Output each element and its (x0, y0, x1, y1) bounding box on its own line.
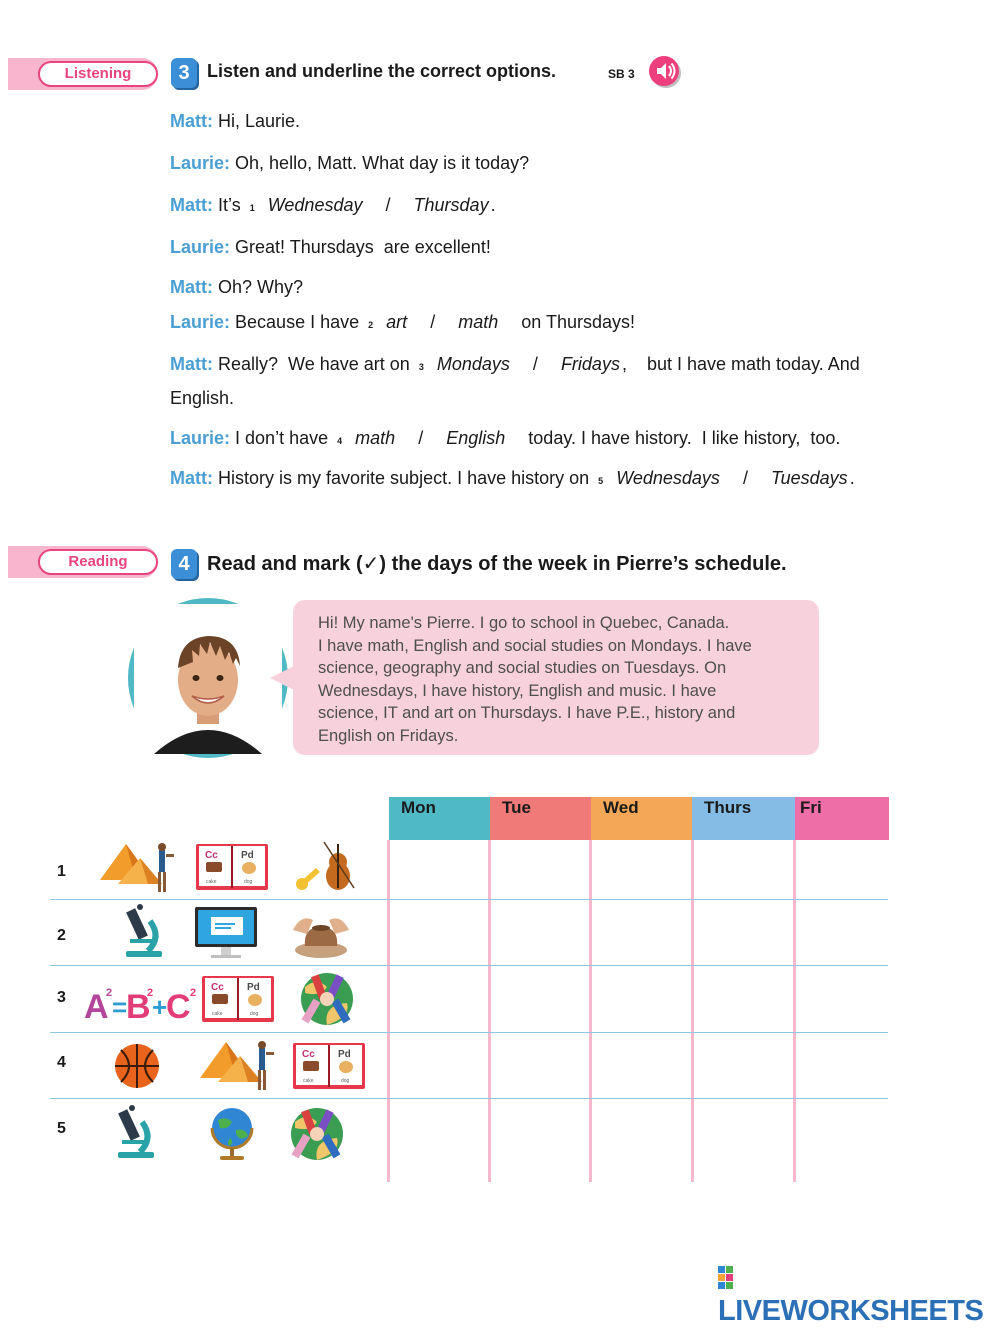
gap-number: 4 (337, 436, 343, 446)
day-header-tue: Tue (490, 797, 591, 840)
option-separator: / (385, 195, 391, 215)
row-divider (50, 899, 888, 900)
microscope-icon (110, 1104, 160, 1162)
dialogue-line-3 (170, 195, 496, 216)
dialogue-text: Hi, Laurie. (218, 111, 301, 131)
dialogue-line-7 (170, 354, 860, 375)
pierre-avatar (128, 598, 288, 758)
check-cell-row-5-tue[interactable] (491, 1100, 588, 1180)
bubble-line: Wednesdays, I have history, English and music. I have (318, 681, 717, 700)
speech-bubble-tail (270, 666, 294, 690)
dialogue-text: Because I have (235, 312, 360, 332)
dialogue-text: . (490, 195, 496, 215)
check-cell-row-3-thurs[interactable] (694, 967, 792, 1031)
dialogue-line-8 (170, 428, 840, 449)
check-cell-row-4-mon[interactable] (390, 1034, 487, 1097)
reading-tab (8, 546, 158, 578)
check-cell-row-1-wed[interactable] (592, 842, 690, 898)
option-mondays[interactable]: Mondays (436, 354, 510, 374)
day-header-fri: Fri (795, 797, 889, 840)
liveworksheets-logo (718, 1262, 1000, 1328)
check-cell-row-3-wed[interactable] (592, 967, 690, 1031)
check-cell-row-2-wed[interactable] (592, 901, 690, 964)
row-number: 3 (57, 989, 66, 1006)
dialogue-text: It’s (218, 195, 241, 215)
dialogue-line-7-continuation (170, 388, 234, 409)
dialogue-text: today. I have history. I like history, too. (528, 428, 841, 448)
option-fridays[interactable]: Fridays (560, 354, 620, 374)
check-cell-row-3-tue[interactable] (491, 967, 588, 1031)
listening-instruction: Listen and underline the correct options. (207, 61, 557, 81)
check-cell-row-4-thurs[interactable] (694, 1034, 792, 1097)
speaker-name: Matt: (170, 195, 213, 215)
option-english[interactable]: English (446, 428, 506, 448)
social-studies-icon (297, 969, 359, 1031)
day-header-thurs: Thurs (692, 797, 795, 840)
check-cell-row-1-thurs[interactable] (694, 842, 792, 898)
book-icon (194, 840, 270, 894)
audio-play-button[interactable] (649, 56, 679, 86)
row-number: 1 (57, 863, 66, 880)
option-separator: / (742, 468, 748, 488)
logo-icon (718, 1266, 742, 1290)
dialogue-text: . (849, 468, 855, 488)
listening-tab (8, 58, 158, 90)
dialogue-text: Oh? Why? (218, 277, 304, 297)
speaker-name: Matt: (170, 468, 213, 488)
book-icon (291, 1039, 367, 1093)
speech-bubble (293, 600, 819, 755)
check-cell-row-3-fri[interactable] (796, 967, 888, 1031)
reading-label: Reading (38, 549, 158, 575)
option-math[interactable]: math (458, 312, 499, 332)
check-cell-row-5-mon[interactable] (390, 1100, 487, 1180)
speaker-name: Laurie: (170, 237, 231, 257)
day-header-mon: Mon (389, 797, 490, 840)
brand-text: LIVEWORKSHEETS (718, 1295, 984, 1327)
dialogue-line-6 (170, 312, 635, 333)
gap-number: 3 (418, 362, 424, 372)
exercise-number-3: 3 (171, 58, 197, 88)
sb-reference: SB 3 (608, 67, 635, 81)
social-studies-icon (287, 1104, 351, 1168)
dialogue-text: I don’t have (235, 428, 329, 448)
speaker-icon (649, 56, 679, 86)
check-cell-row-1-mon[interactable] (390, 842, 487, 898)
option-separator: / (532, 354, 538, 374)
bubble-line: I have math, English and social studies on Mondays. I have (318, 636, 752, 655)
pyramids-icon (196, 1034, 276, 1094)
check-cell-row-2-thurs[interactable] (694, 901, 792, 964)
option-tuesdays[interactable]: Tuesdays (770, 468, 848, 488)
speaker-name: Laurie: (170, 428, 231, 448)
book-icon (200, 972, 276, 1026)
check-cell-row-4-fri[interactable] (796, 1034, 888, 1097)
exercise-number-4: 4 (171, 549, 197, 579)
speaker-name: Matt: (170, 354, 213, 374)
speaker-name: Matt: (170, 111, 213, 131)
check-cell-row-4-tue[interactable] (491, 1034, 588, 1097)
listening-label: Listening (38, 61, 158, 87)
dialogue-text: , but I have math today. And (621, 354, 860, 374)
dialogue-line-5 (170, 277, 303, 298)
dialogue-line-4 (170, 237, 491, 258)
bubble-line: science, geography and social studies on Tuesdays. On (318, 659, 727, 677)
option-art[interactable]: art (386, 312, 408, 332)
option-math[interactable]: math (355, 428, 396, 448)
microscope-icon (118, 903, 168, 961)
speaker-name: Laurie: (170, 153, 231, 173)
computer-icon (191, 905, 261, 961)
bubble-line: English on Fridays. (318, 726, 459, 745)
check-cell-row-4-wed[interactable] (592, 1034, 690, 1097)
check-cell-row-2-tue[interactable] (491, 901, 588, 964)
music-instruments-icon (294, 838, 356, 894)
row-divider (50, 1098, 888, 1099)
pyramids-icon (96, 836, 176, 896)
dialogue-line-9 (170, 468, 855, 489)
pottery-icon (291, 906, 353, 962)
speaker-name: Laurie: (170, 312, 231, 332)
gap-number: 5 (598, 476, 604, 486)
option-separator: / (418, 428, 424, 448)
dialogue-text: English. (170, 388, 235, 408)
dialogue-text: on Thursdays! (521, 312, 636, 332)
option-separator: / (430, 312, 436, 332)
dialogue-text: History is my favorite subject. I have history on (218, 468, 590, 488)
bubble-line: science, IT and art on Thursdays. I have P.E., history and (318, 704, 736, 722)
speaker-name: Matt: (170, 277, 213, 297)
check-cell-row-1-tue[interactable] (491, 842, 588, 898)
dialogue-text: Really? We have art on (218, 354, 410, 374)
gap-number: 2 (368, 320, 374, 330)
row-number: 4 (57, 1054, 66, 1071)
option-thursday[interactable]: Thursday (413, 195, 489, 215)
option-wednesdays[interactable]: Wednesdays (616, 468, 720, 488)
dialogue-text: Oh, hello, Matt. What day is it today? (235, 153, 530, 173)
boy-portrait-icon (134, 604, 282, 752)
dialogue-text: Great! Thursdays are excellent! (235, 237, 491, 257)
check-cell-row-5-thurs[interactable] (694, 1100, 792, 1180)
dialogue-line-2 (170, 153, 529, 174)
row-divider (50, 1032, 888, 1033)
check-cell-row-3-mon[interactable] (390, 967, 487, 1031)
gap-number: 1 (249, 203, 255, 213)
reading-instruction (207, 551, 787, 576)
check-cell-row-5-wed[interactable] (592, 1100, 690, 1180)
check-cell-row-1-fri[interactable] (796, 842, 888, 898)
row-number: 2 (57, 927, 66, 944)
check-cell-row-2-mon[interactable] (390, 901, 487, 964)
option-wednesday[interactable]: Wednesday (267, 195, 363, 215)
math-formula-icon (84, 974, 200, 1024)
reading-instruction-text: Read and mark (✓) the days of the week in Pierre’s (207, 553, 689, 575)
basketball-icon (113, 1042, 163, 1092)
day-header-wed: Wed (591, 797, 692, 840)
globe-icon (208, 1106, 258, 1164)
row-divider (50, 965, 888, 966)
row-number: 5 (57, 1120, 66, 1137)
check-cell-row-5-fri[interactable] (796, 1100, 888, 1180)
reading-instruction-end: schedule. (694, 553, 787, 575)
dialogue-line-1 (170, 111, 300, 132)
bubble-line: Hi! My name's Pierre. I go to school in Quebec, Canada. (318, 614, 730, 632)
check-cell-row-2-fri[interactable] (796, 901, 888, 964)
